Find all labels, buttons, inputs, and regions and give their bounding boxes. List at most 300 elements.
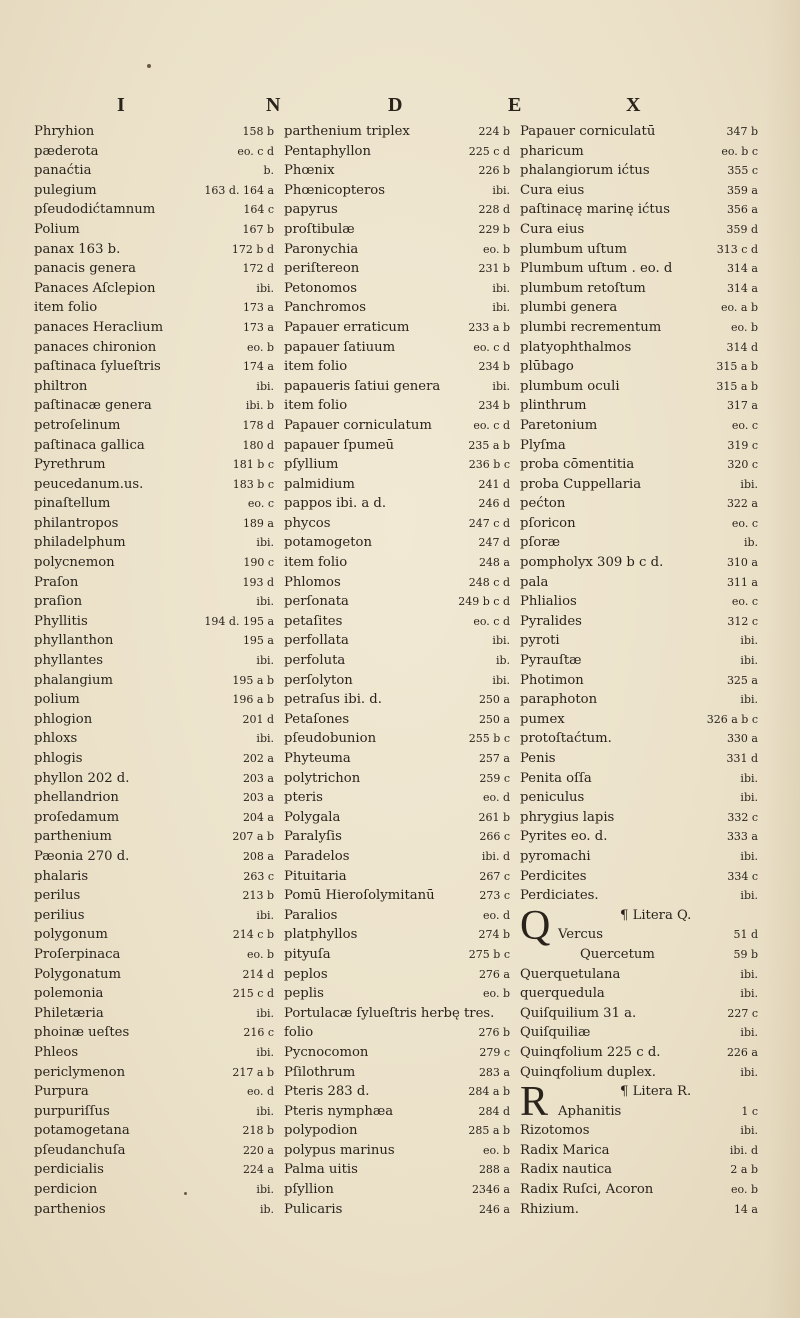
entry-reference: 2 a b <box>730 1163 758 1177</box>
index-entry <box>284 533 510 553</box>
index-entry <box>34 710 274 730</box>
index-entry <box>34 984 274 1004</box>
entry-term: Proſerpinaca <box>34 946 121 962</box>
entry-term: Cura eius <box>520 182 585 198</box>
index-entry <box>284 690 510 710</box>
entry-reference: ibi. b <box>245 399 274 413</box>
entry-term: Radix Marica <box>520 1142 610 1158</box>
entry-term: Panaces Aſclepion <box>34 280 156 296</box>
entry-term: querquedula <box>520 986 605 1002</box>
index-entry <box>520 788 758 808</box>
index-entry <box>34 142 274 162</box>
entry-reference: ibi. <box>740 1124 758 1138</box>
entry-term: Petonomos <box>284 280 357 296</box>
entry-term: pſoricon <box>520 515 576 531</box>
entry-reference: ibi. <box>256 1183 274 1197</box>
entry-reference: 261 b <box>478 810 510 824</box>
entry-reference: ibi. <box>256 908 274 922</box>
entry-term: polium <box>34 692 80 708</box>
index-entry <box>520 827 758 847</box>
entry-term: item folio <box>284 555 348 571</box>
entry-reference: 247 d <box>478 536 510 550</box>
entry-term: pteris <box>284 790 323 806</box>
entry-reference: 227 c <box>727 1006 758 1020</box>
index-entry <box>520 220 758 240</box>
entry-reference: 173 a <box>242 320 274 334</box>
entry-reference: eo. c d <box>237 144 274 158</box>
index-entry <box>520 867 758 887</box>
index-entry <box>284 1023 510 1043</box>
index-entry <box>520 318 758 338</box>
entry-reference: 288 a <box>478 1163 510 1177</box>
index-entry <box>284 161 510 181</box>
entry-term: potamogetana <box>34 1123 130 1139</box>
index-entry <box>284 1043 510 1063</box>
entry-reference: 193 d <box>242 575 274 589</box>
entry-term: pala <box>520 574 549 590</box>
entry-term: Querquetulana <box>520 966 621 982</box>
entry-reference: eo. c <box>731 418 758 432</box>
entry-reference: ibi. <box>256 1045 274 1059</box>
index-entry <box>284 592 510 612</box>
index-entry <box>284 1141 510 1161</box>
entry-term: Paradelos <box>284 848 350 864</box>
entry-reference: 333 a <box>726 830 758 844</box>
entry-reference: eo. c d <box>473 614 510 628</box>
entry-reference: 201 d <box>242 712 274 726</box>
entry-reference: ibi. <box>256 281 274 295</box>
entry-reference: 215 c d <box>232 987 274 1001</box>
index-entry <box>284 377 510 397</box>
entry-term: Papauer corniculatum <box>284 417 432 433</box>
entry-reference: 315 a b <box>716 360 758 374</box>
entry-reference: b. <box>263 164 274 178</box>
entry-term: item folio <box>284 359 348 375</box>
entry-reference: ibi. <box>492 301 510 315</box>
index-entry <box>284 357 510 377</box>
entry-reference: ibi. <box>492 634 510 648</box>
entry-reference: 234 b <box>478 399 510 413</box>
index-entry <box>284 494 510 514</box>
index-entry <box>34 788 274 808</box>
index-entry <box>284 965 510 985</box>
index-entry <box>520 984 758 1004</box>
entry-reference: 59 b <box>733 947 758 961</box>
entry-reference: 51 d <box>733 928 758 942</box>
entry-term: Quiſquilium 31 a. <box>520 1005 637 1021</box>
entry-term: Polygala <box>284 809 341 825</box>
running-head <box>0 94 800 118</box>
entry-term: Pteris nymphæa <box>284 1103 394 1119</box>
entry-reference: eo. c <box>731 516 758 530</box>
entry-reference: ibi. <box>740 987 758 1001</box>
entry-term: polypodion <box>284 1123 358 1139</box>
index-column-2 <box>284 122 510 1219</box>
entry-reference: eo. c d <box>473 340 510 354</box>
entry-term: periſtereon <box>284 261 360 277</box>
entry-reference: 325 a <box>726 673 758 687</box>
index-entry <box>284 1180 510 1200</box>
entry-term: Quercetum <box>580 946 655 962</box>
entry-term: phyllon 202 d. <box>34 770 130 786</box>
entry-term: pſeudobunion <box>284 731 377 747</box>
entry-reference: 218 b <box>242 1124 274 1138</box>
entry-term: pećton <box>520 496 566 512</box>
entry-reference: 231 b <box>478 262 510 276</box>
index-entry <box>284 279 510 299</box>
entry-term: pſoræ <box>520 535 560 551</box>
entry-reference: 225 c d <box>468 144 510 158</box>
entry-term: peucedanum.us. <box>34 476 144 492</box>
entry-term: Plyſma <box>520 437 566 453</box>
entry-term: Rizotomos <box>520 1123 590 1139</box>
index-entry <box>34 455 274 475</box>
entry-term: Pomū Hieroſolymitanū <box>284 888 435 904</box>
entry-reference: 355 c <box>727 164 758 178</box>
index-entry <box>34 925 274 945</box>
index-entry <box>34 631 274 651</box>
section-heading: ¶ Litera Q. <box>620 907 692 923</box>
entry-term: paſtinacę marinę ićtus <box>520 202 670 218</box>
entry-reference: 263 c <box>243 869 274 883</box>
index-entry <box>520 965 758 985</box>
entry-reference: 178 d <box>242 418 274 432</box>
index-entry <box>34 416 274 436</box>
index-entry <box>520 671 758 691</box>
entry-reference: eo. b <box>731 320 758 334</box>
entry-term: paſtinacæ genera <box>34 398 152 414</box>
entry-term: peplis <box>284 986 324 1002</box>
entry-term: phycos <box>284 515 331 531</box>
entry-reference: ibi. <box>492 281 510 295</box>
entry-reference: 224 a <box>242 1163 274 1177</box>
entry-term: Praſon <box>34 574 79 590</box>
index-entry <box>284 788 510 808</box>
entry-reference: 266 c <box>479 830 510 844</box>
index-entry <box>34 965 274 985</box>
entry-term: pſeudanchuſa <box>34 1142 126 1158</box>
entry-term: polygonum <box>34 927 108 943</box>
entry-reference: 172 d <box>242 262 274 276</box>
entry-reference: 207 a b <box>232 830 274 844</box>
entry-reference: 2346 a <box>471 1183 510 1197</box>
entry-reference: 246 a <box>478 1202 510 1216</box>
entry-reference: 195 a b <box>232 673 274 687</box>
index-entry <box>520 396 758 416</box>
entry-reference: 250 a <box>478 693 510 707</box>
entry-reference: 320 c <box>727 458 758 472</box>
entry-reference: eo. b <box>247 947 274 961</box>
index-entry <box>520 1121 758 1141</box>
entry-term: Paronychia <box>284 241 359 257</box>
entry-term: potamogeton <box>284 535 372 551</box>
index-entry <box>34 671 274 691</box>
index-entry <box>284 1160 510 1180</box>
index-entry <box>520 533 758 553</box>
index-entry <box>34 240 274 260</box>
drop-cap-initial: Q <box>520 902 551 949</box>
entry-term: pumex <box>520 711 565 727</box>
entry-reference: 284 d <box>478 1104 510 1118</box>
index-entry <box>34 514 274 534</box>
entry-reference: 359 a <box>726 183 758 197</box>
index-entry <box>520 1160 758 1180</box>
index-entry <box>520 1004 758 1024</box>
entry-reference: eo. c d <box>473 418 510 432</box>
index-entry <box>520 416 758 436</box>
index-entry <box>284 1200 510 1220</box>
entry-term: phloxs <box>34 731 78 747</box>
entry-reference: 172 b d <box>231 242 274 256</box>
index-entry <box>284 514 510 534</box>
entry-term: Pæonia 270 d. <box>34 848 130 864</box>
entry-term: papauer ſatiuum <box>284 339 396 355</box>
entry-reference: 285 a b <box>468 1124 510 1138</box>
index-entry <box>520 690 758 710</box>
entry-reference: ibi. <box>740 1065 758 1079</box>
entry-reference: 247 c d <box>468 516 510 530</box>
entry-reference: eo. d <box>483 908 510 922</box>
entry-term: phyllantes <box>34 653 104 669</box>
index-entry <box>284 847 510 867</box>
index-entry <box>520 886 758 906</box>
ink-speck <box>184 1192 187 1195</box>
index-entry <box>34 1102 274 1122</box>
entry-term: Cura eius <box>520 221 585 237</box>
index-entry <box>284 573 510 593</box>
entry-reference: ib. <box>743 536 758 550</box>
index-entry <box>284 808 510 828</box>
index-column-3 <box>520 122 758 1219</box>
index-entry <box>34 220 274 240</box>
entry-term: pyromachi <box>520 848 591 864</box>
entry-reference: 314 d <box>726 340 758 354</box>
entry-term: Quinqfolium 225 c d. <box>520 1044 661 1060</box>
index-entry <box>34 867 274 887</box>
entry-reference: 275 b c <box>468 947 510 961</box>
index-entry <box>520 592 758 612</box>
entry-reference: 276 a <box>478 967 510 981</box>
index-entry <box>284 1004 510 1024</box>
entry-reference: 248 a <box>478 556 510 570</box>
index-entry <box>520 240 758 260</box>
entry-term: Radix nautica <box>520 1162 612 1178</box>
entry-term: Pteris 283 d. <box>284 1084 370 1100</box>
entry-term: protoſtaćtum. <box>520 731 612 747</box>
entry-reference: 315 a b <box>716 379 758 393</box>
index-entry <box>34 827 274 847</box>
entry-reference: eo. b <box>247 340 274 354</box>
index-entry <box>284 396 510 416</box>
index-entry <box>284 338 510 358</box>
index-entry <box>34 769 274 789</box>
entry-term: Penis <box>520 751 556 766</box>
index-entry <box>284 925 510 945</box>
entry-term: perfollata <box>284 633 349 649</box>
index-entry <box>34 808 274 828</box>
entry-reference: 259 c <box>479 771 510 785</box>
index-entry <box>34 338 274 358</box>
entry-term: perilius <box>34 907 85 923</box>
entry-term: pyroti <box>520 633 560 649</box>
index-entry <box>34 357 274 377</box>
entry-term: perdicion <box>34 1182 98 1198</box>
entry-reference: 183 b c <box>232 477 274 491</box>
index-entry <box>34 1063 274 1083</box>
entry-term: Papauer erraticum <box>284 319 410 335</box>
entry-term: phalangiorum ićtus <box>520 163 650 179</box>
entry-reference: 226 a <box>726 1045 758 1059</box>
entry-reference: ibi. <box>740 1026 758 1040</box>
entry-term: petraſus ibi. d. <box>284 692 382 708</box>
entry-term: papyrus <box>284 202 338 218</box>
entry-reference: 194 d. 195 a <box>204 614 274 628</box>
entry-reference: 1 c <box>741 1104 758 1118</box>
index-entry <box>284 671 510 691</box>
entry-reference: 356 a <box>726 203 758 217</box>
entry-reference: eo. c <box>731 595 758 609</box>
index-entry <box>34 377 274 397</box>
entry-term: Pyrethrum <box>34 457 106 473</box>
entry-term: pityuſa <box>284 946 331 962</box>
index-entry <box>284 122 510 142</box>
index-entry <box>34 181 274 201</box>
entry-term: Portulacæ ſylueſtris herbę tres. <box>284 1005 495 1021</box>
entry-reference: ibi. <box>740 889 758 903</box>
entry-reference: ibi. <box>256 595 274 609</box>
entry-reference: 196 a b <box>232 693 274 707</box>
entry-reference: ibi. <box>256 654 274 668</box>
entry-term: panaćtia <box>34 163 92 179</box>
entry-term: polycnemon <box>34 555 115 571</box>
entry-reference: ibi. <box>256 732 274 746</box>
entry-term: proſedamum <box>34 809 120 825</box>
entry-reference: 208 a <box>242 849 274 863</box>
index-entry <box>34 259 274 279</box>
entry-term: palmidium <box>284 476 355 492</box>
entry-term: Purpura <box>34 1084 89 1100</box>
entry-reference: 203 a <box>242 771 274 785</box>
index-entry <box>34 1004 274 1024</box>
entry-term: Plumbum uſtum . eo. d <box>520 261 673 277</box>
entry-term: Penita oſſa <box>520 770 592 786</box>
entry-reference: 267 c <box>479 869 510 883</box>
index-entry <box>284 318 510 338</box>
entry-term: Palma uitis <box>284 1162 358 1178</box>
entry-reference: 257 a <box>478 752 510 765</box>
entry-reference: ibi. <box>740 693 758 707</box>
entry-term: perſonata <box>284 594 349 610</box>
entry-term: phyllanthon <box>34 633 114 649</box>
index-entry <box>284 416 510 436</box>
entry-reference: 279 c <box>479 1045 510 1059</box>
entry-term: Petaſones <box>284 711 350 727</box>
entry-reference: ibi. <box>740 477 758 491</box>
index-entry <box>34 161 274 181</box>
entry-reference: 220 a <box>242 1143 274 1157</box>
index-entry <box>520 142 758 162</box>
index-entry <box>520 475 758 495</box>
index-entry <box>520 808 758 828</box>
entry-reference: 311 a <box>726 575 758 589</box>
signature-letter: X <box>626 94 641 116</box>
entry-term: Papauer corniculatū <box>520 124 656 139</box>
entry-reference: 326 a b c <box>706 712 758 726</box>
entry-term: peniculus <box>520 790 585 806</box>
entry-reference: 167 b <box>242 222 274 236</box>
entry-term: Panchromos <box>284 300 366 316</box>
index-entry <box>34 494 274 514</box>
index-entry <box>284 612 510 632</box>
entry-term: Philetæria <box>34 1005 104 1021</box>
entry-reference: ibi. d <box>729 1143 758 1157</box>
entry-term: peplos <box>284 966 328 982</box>
index-entry <box>284 181 510 201</box>
index-entry <box>34 906 274 926</box>
index-entry <box>34 436 274 456</box>
index-entry <box>520 298 758 318</box>
index-entry <box>284 769 510 789</box>
entry-reference: 163 d. 164 a <box>204 183 274 197</box>
entry-reference: ibi. <box>492 183 510 197</box>
index-entry <box>34 1023 274 1043</box>
entry-reference: 330 a <box>726 732 758 746</box>
signature-letter: E <box>508 94 522 116</box>
entry-reference: 313 c d <box>716 242 758 256</box>
index-entry <box>34 729 274 749</box>
drop-cap-initial: R <box>520 1079 549 1126</box>
index-entry <box>34 318 274 338</box>
entry-term: phrygius lapis <box>520 809 615 825</box>
entry-term: Perdicites <box>520 868 587 884</box>
index-entry <box>520 1141 758 1161</box>
entry-reference: 283 a <box>478 1065 510 1079</box>
entry-term: Pyrauſtæ <box>520 653 582 669</box>
entry-reference: ibi. <box>740 634 758 648</box>
entry-reference: 224 b <box>478 125 510 138</box>
entry-reference: 317 a <box>726 399 758 413</box>
entry-term: Pſilothrum <box>284 1064 356 1080</box>
entry-term: phlogion <box>34 711 93 727</box>
section-start <box>520 902 758 949</box>
entry-reference: eo. d <box>483 791 510 805</box>
entry-term: plumbum retoſtum <box>520 280 646 296</box>
index-entry <box>284 1063 510 1083</box>
entry-term: pinaſtellum <box>34 496 111 512</box>
entry-term: plumbum uſtum <box>520 241 627 257</box>
index-entry <box>34 886 274 906</box>
index-entry <box>34 847 274 867</box>
index-entry <box>284 651 510 671</box>
index-column-1 <box>34 122 274 1219</box>
entry-reference: 214 c b <box>232 928 274 942</box>
index-entry <box>34 1121 274 1141</box>
entry-reference: 314 a <box>726 262 758 276</box>
index-entry <box>520 279 758 299</box>
entry-reference: 14 a <box>733 1202 758 1216</box>
index-entry <box>284 259 510 279</box>
entry-reference: 229 b <box>478 222 510 236</box>
entry-term: Paralios <box>284 907 338 923</box>
entry-term: Phœnicopteros <box>284 182 385 198</box>
entry-term: petaſites <box>284 613 343 629</box>
index-entry <box>284 298 510 318</box>
entry-term: perdicialis <box>34 1162 104 1178</box>
index-entry <box>520 847 758 867</box>
entry-term: panaces Heraclium <box>34 319 164 335</box>
index-entry <box>284 945 510 965</box>
index-entry <box>520 1180 758 1200</box>
